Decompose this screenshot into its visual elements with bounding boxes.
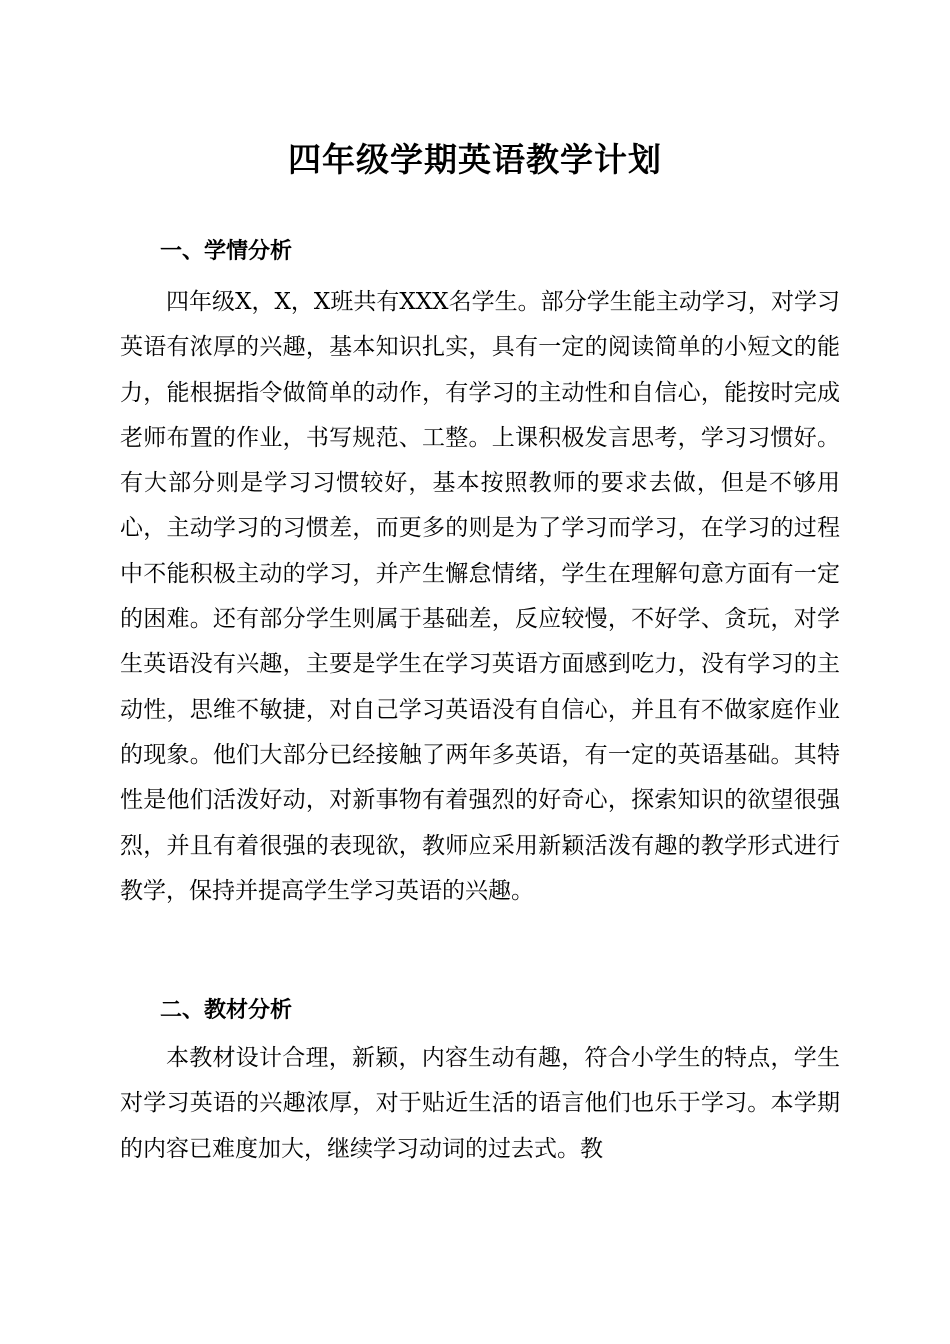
- document-title: 四年级学期英语教学计划: [288, 140, 662, 179]
- section-heading-textbook-analysis: 二、教材分析: [160, 998, 293, 1023]
- section-heading-learning-analysis: 一、学情分析: [160, 239, 293, 264]
- section-paragraph-learning-analysis: 四年级X，X，X班共有XXX名学生。部分学生能主动学习，对学习英语有浓厚的兴趣，基本知识扎实，具有一定的阅读简单的小短文的能力，能根据指令做简单的动作，有学习的主动性和自信心，能按时完成老师布置的作业，书写规范、工整。上课积极发言思考，学习习惯好。有大部分则是学习习惯较好，基本按照教师的要求去做，但是不够用心，主动学习的习惯差，而更多的则是为了学习而学习，在学习的过程中不能积极主动的学习，并产生懈怠情绪，学生在理解句意方面有一定的困难。还有部分学生则属于基础差，反应较慢，不好学、贪玩，对学生英语没有兴趣，主要是学生在学习英语方面感到吃力，没有学习的主动性，思维不敏捷，对自己学习英语没有自信心，并且有不做家庭作业的现象。他们大部分已经接触了两年多英语，有一定的英语基础。其特性是他们活泼好动，对新事物有着强烈的好奇心，探索知识的欲望很强烈，并且有着很强的表现欲，教师应采用新颖活泼有趣的教学形式进行教学，保持并提高学生学习英语的兴趣。: [120, 289, 840, 904]
- section-paragraph-textbook-analysis: 本教材设计合理，新颖，内容生动有趣，符合小学生的特点，学生对学习英语的兴趣浓厚，对于贴近生活的语言他们也乐于学习。本学期的内容已难度加大，继续学习动词的过去式。教: [120, 1045, 840, 1162]
